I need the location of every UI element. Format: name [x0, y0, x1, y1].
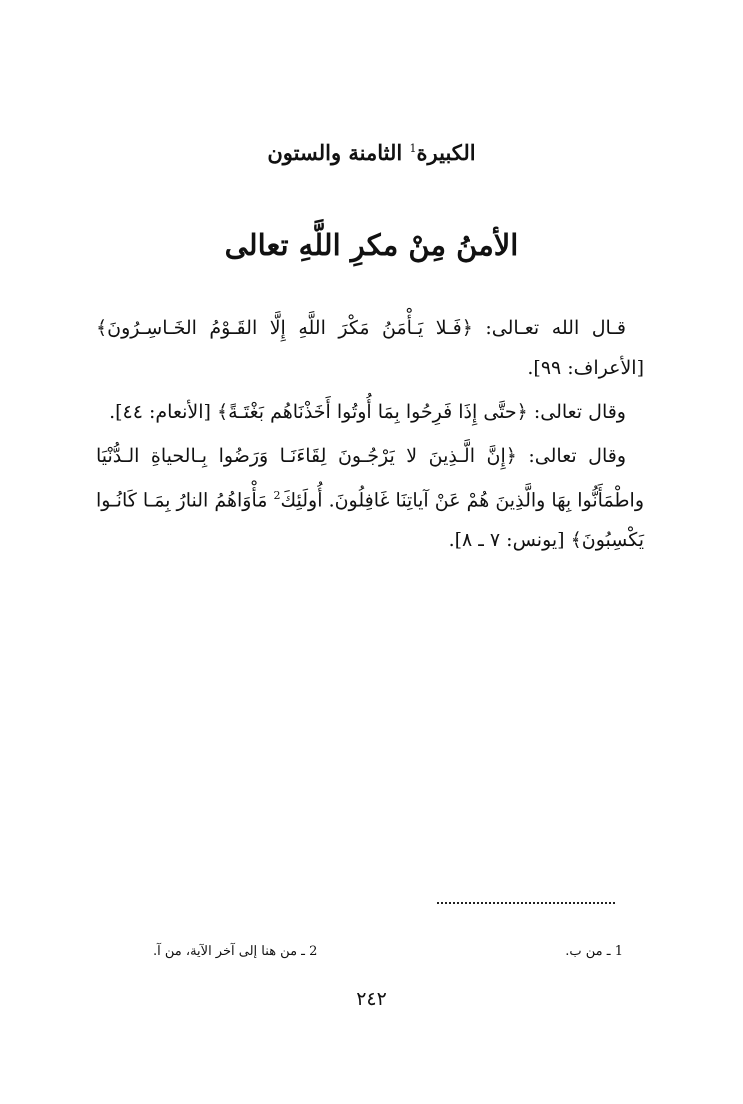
chapter-heading — [0, 140, 743, 165]
chapter-heading-end: الثامنة والستون — [267, 140, 410, 165]
paragraph-2: وقال تعالى: ﴿حتَّى إِذَا فَرِحُوا بِمَا أُوتُوا أَخَذْنَاهُم بَغْتَـةً﴾ [الأنعام: ٤٤]. — [109, 401, 626, 423]
paragraph-3-part-1: وقال تعالى: ﴿إِنَّ الَّـذِينَ لا يَرْجُـونَ لِقَاءَنَـا وَرَضُوا بِـالحياةِ الـدُّنْيَا واطْمَأَنُّوا بِهَا والَّذِينَ هُمْ عَنْ آياتِنَا غَافِلُونَ. أُولَئِكَ — [96, 445, 645, 512]
footnote-ref-2: 2 — [273, 489, 281, 502]
paragraph-1: قـال الله تعـالى: ﴿فَـلا يَـأْمَنُ مَكْرَ اللَّهِ إِلَّا القَـوْمُ الخَـاسِـرُونَ﴾ [الأعراف: ٩٩]. — [96, 317, 644, 379]
footnote-1: 1 ـ من ب. — [565, 944, 623, 959]
chapter-heading-start: الكبيرة — [416, 140, 476, 165]
footnote-separator — [437, 902, 615, 904]
section-title: الأمنُ مِنْ مكرِ اللَّهِ تعالى — [224, 228, 519, 262]
footnotes — [153, 944, 623, 959]
body-text — [96, 308, 644, 564]
page-number: ٢٤٢ — [356, 988, 387, 1010]
paragraph-3-part-2: مَأْوَاهُمُ النارُ بِمَـا كَانُـوا يَكْسِبُونَ﴾ [يونس: ٧ ـ ٨]. — [96, 489, 644, 552]
footnote-ref-1: 1 — [409, 142, 417, 155]
footnote-2: 2 ـ من هنا إلى آخر الآية، من آ. — [153, 944, 318, 959]
paragraph-3 — [96, 436, 644, 560]
